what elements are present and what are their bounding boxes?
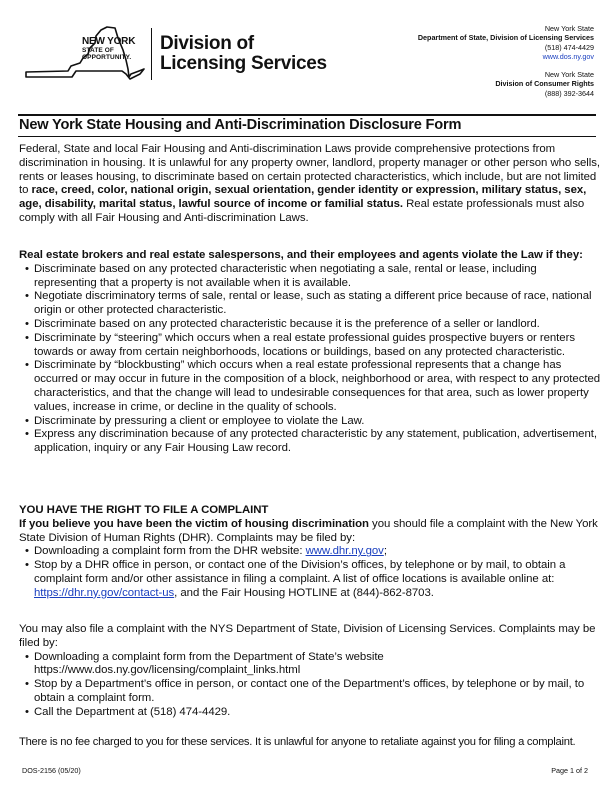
dos-complaint-section bbox=[19, 623, 601, 720]
list-item: • Downloading a complaint form from the Department of State’s website https://www.dos.ny.gov/licensing/complaint_links.html bbox=[19, 651, 601, 679]
dhr-contact-link[interactable]: https://dhr.ny.gov/contact-us bbox=[34, 586, 175, 599]
list-item: • Stop by a Department’s office in person, or contact one of the Department’s offices, by telephone or by mail, to obtain a complaint form. bbox=[19, 678, 601, 706]
complaint-lead bbox=[19, 518, 601, 546]
violations-list bbox=[19, 263, 601, 456]
title-rule-top bbox=[18, 114, 596, 116]
ny-line-2: STATE OF bbox=[82, 47, 114, 54]
complaint-list bbox=[19, 545, 601, 600]
contact1-dept: Department of State, Division of Licensing Services bbox=[417, 33, 594, 43]
complaint-lead-rest: you should file a complaint with the New York State Division of Human Rights (DHR). Complaints may be filed by: bbox=[19, 517, 598, 544]
list-item: • Discriminate by “blockbusting” which occurs when a real estate professional represents that a change has occurred or may occur in future in the composition of a block, neighborhood or area, with respect to any protected characteristics, and that the change will lead to undesirable consequences for that area, such as lower property values, increase in crime, or decline in the quality of schools. bbox=[19, 359, 601, 414]
form-title: New York State Housing and Anti-Discrimination Disclosure Form bbox=[19, 117, 462, 133]
ny-line-1: NEW YORK bbox=[82, 36, 136, 47]
contact2-state: New York State bbox=[544, 70, 594, 79]
violations-section bbox=[19, 249, 601, 456]
form-id: DOS-2156 (05/20) bbox=[22, 766, 81, 775]
intro-paragraph bbox=[19, 143, 601, 226]
dos-lead: You may also file a complaint with the NYS Department of State, Division of Licensing Services. Complaints may be filed by: bbox=[19, 623, 596, 649]
complaint-heading: YOU HAVE THE RIGHT TO FILE A COMPLAINT bbox=[19, 504, 269, 516]
title-rule-bottom bbox=[18, 136, 596, 137]
list-item bbox=[19, 559, 601, 600]
contact2-phone: (888) 392-3644 bbox=[544, 88, 594, 98]
dos-list bbox=[19, 651, 601, 720]
complaint-lead-bold: If you believe you have been the victim of housing discrimination bbox=[19, 517, 369, 530]
contact2-division: Division of Consumer Rights bbox=[495, 79, 594, 89]
list-item: • Discriminate by “steering” which occurs when a real estate professional guides prospective buyers or renters towards or away from certain neighborhoods, locations or buildings, based on any protected characteristic. bbox=[19, 332, 601, 360]
ny-wordmark bbox=[82, 36, 135, 61]
list-item bbox=[19, 545, 601, 559]
list-item: • Express any discrimination because of any protected characteristic by any statement, publication, advertisement, application, inquiry or any Fair Housing Law record. bbox=[19, 428, 601, 456]
division-line-1: Division of bbox=[160, 33, 254, 54]
intro-tail: Real estate professionals must also comply with all Fair Housing and Anti-discrimination Laws. bbox=[19, 198, 585, 224]
ny-line-3: OPPORTUNITY. bbox=[82, 54, 132, 61]
list-item: • Negotiate discriminatory terms of sale, rental or lease, such as stating a different price because of race, national origin or other protected characteristic. bbox=[19, 290, 601, 318]
contact1-website-link[interactable]: www.dos.ny.gov bbox=[542, 52, 594, 62]
complaint-section bbox=[19, 504, 601, 601]
violations-heading: Real estate brokers and real estate salespersons, and their employees and agents violate the Law if they: bbox=[19, 249, 583, 261]
intro-protected-characteristics: race, creed, color, national origin, sexual orientation, gender identity or expression, military status, sex, age, disability, marital status, lawful source of income or familial status. bbox=[19, 184, 587, 211]
list-item: • Discriminate based on any protected characteristic because it is the preference of a seller or landlord. bbox=[19, 318, 601, 332]
dhr-office-text: Stop by a DHR office in person, or contact one of the Division’s offices, by telephone or by mail, to obtain a complaint form and/or other assistance in filing a complaint. A list of office locations is available online at: bbox=[34, 559, 566, 585]
consumer-rights-contact-block bbox=[495, 70, 594, 98]
list-item: • Discriminate by pressuring a client or employee to violate the Law. bbox=[19, 415, 601, 429]
page-number: Page 1 of 2 bbox=[551, 766, 588, 775]
division-name bbox=[160, 34, 327, 74]
dhr-office-end: , and the Fair Housing HOTLINE at (844)-862-8703. bbox=[174, 586, 434, 599]
logo-divider bbox=[151, 28, 152, 80]
list-item: • Call the Department at (518) 474-4429. bbox=[19, 706, 601, 720]
contact1-state: New York State bbox=[544, 24, 594, 33]
dhr-download-end: ; bbox=[383, 545, 387, 558]
dhr-website-link[interactable]: www.dhr.ny.gov bbox=[305, 545, 384, 558]
closing-statement: There is no fee charged to you for these services. It is unlawful for anyone to retaliate against you for filing a complaint. bbox=[19, 736, 576, 748]
division-line-2: Licensing Services bbox=[160, 53, 327, 74]
list-item: • Discriminate based on any protected characteristic when negotiating a sale, rental or lease, including representing that a property is not available when it is available. bbox=[19, 263, 601, 291]
intro-text: Federal, State and local Fair Housing and Anti-discrimination Laws provide comprehensive protections from discrimination in housing. It is unlawful for any property owner, landlord, property manager or other person who sells, rents or leases housing, to discriminate based on certain protected characteristics, which include, but are not limited to bbox=[19, 143, 600, 197]
contact1-phone: (518) 474-4429 bbox=[544, 42, 594, 52]
dhr-download-text: Downloading a complaint form from the DHR website: bbox=[34, 545, 306, 558]
dos-contact-block bbox=[418, 24, 594, 62]
